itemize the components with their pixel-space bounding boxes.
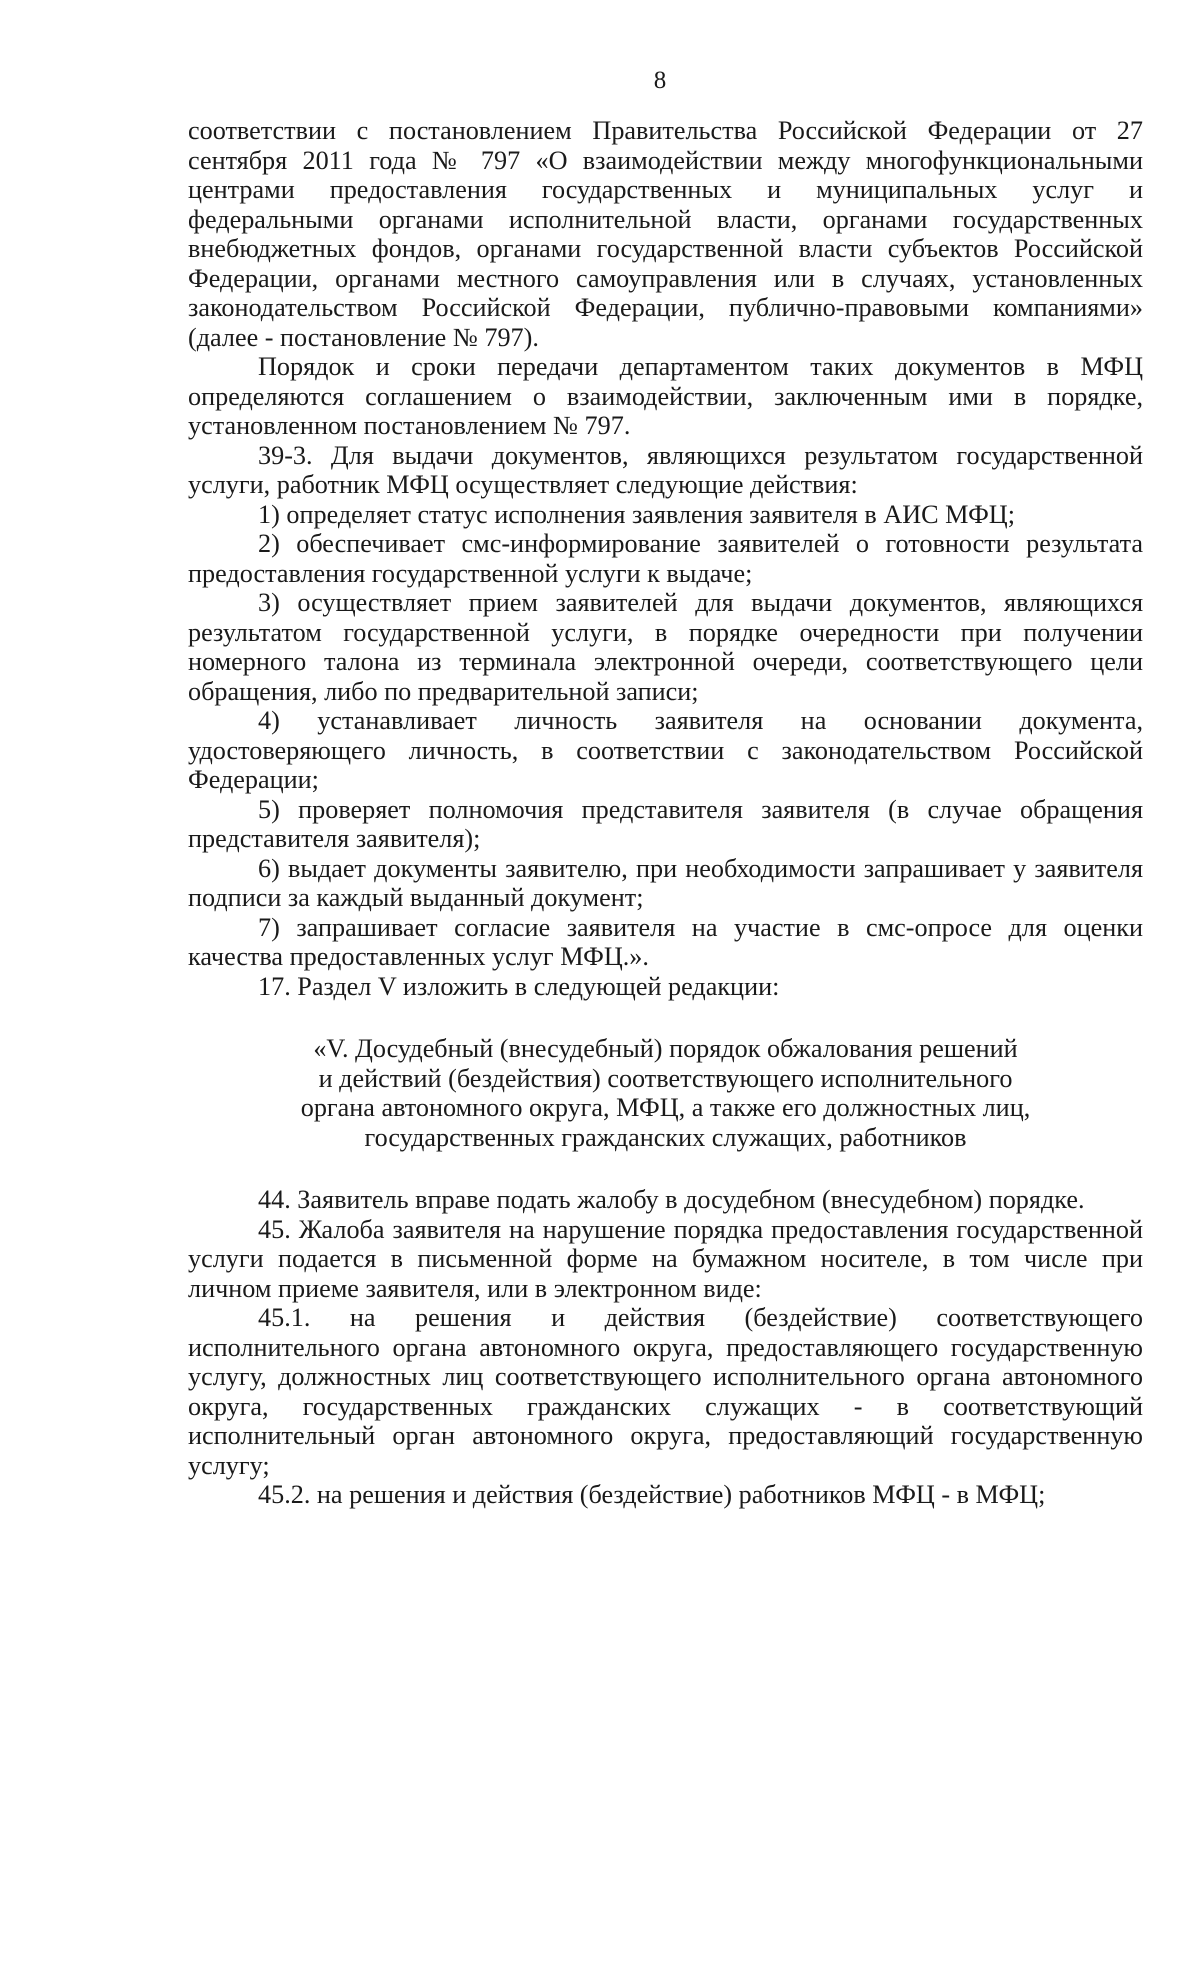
list-item-7: 7) запрашивает согласие заявителя на участие в смс-опросе для оценки качества предоставленных услуг МФЦ.». — [188, 912, 1143, 971]
page-number: 8 — [653, 67, 667, 94]
list-item-1: 1) определяет статус исполнения заявления заявителя в АИС МФЦ; — [258, 499, 1015, 529]
paragraph-transfer-procedure: Порядок и сроки передачи департаментом таких документов в МФЦ определяются соглашением о взаимодействии, заключенным ими в порядке, установленном постановлением № 797. — [188, 352, 1143, 440]
list-item-2: 2) обеспечивает смс-информирование заявителей о готовности результата предоставления государственной услуги к выдаче; — [188, 529, 1143, 588]
list-item-4: 4) устанавливает личность заявителя на основании документа, удостоверяющего личность, в соответствии с законодательством Российской Федерации; — [188, 706, 1143, 794]
paragraph-continuation: соответствии с постановлением Правительства Российской Федерации от 27 сентября 2011 года № 797 «О взаимодействии между многофункциональными центрами предоставления государственных и муниципальных услуг и федеральными органами исполнительной власти, органами государственных внебюджетных фондов, органами государственной власти субъектов Российской Федерации, органами местного самоуправления или в случаях, установленных законодательством Российской Федерации, публично-правовыми компаниями» (далее - постановление № 797). — [188, 116, 1143, 352]
paragraph-45: 45. Жалоба заявителя на нарушение порядка предоставления государственной услуги подается в письменной форме на бумажном носителе, в том числе при личном приеме заявителя, или в электронном виде: — [188, 1214, 1143, 1303]
paragraph-45-1: 45.1. на решения и действия (бездействие) соответствующего исполнительного органа автономного округа, предоставляющего государственную услугу, должностных лиц соответствующего исполнительного органа автономного округа, государственных гражданских служащих - в соответствующий исполнительный орган автономного округа, предоставляющий государственную услугу; — [188, 1303, 1143, 1480]
paragraph-44: 44. Заявитель вправе подать жалобу в досудебном (внесудебном) порядке. — [258, 1185, 1085, 1214]
heading-line: и действий (бездействия) соответствующего исполнительного — [318, 1063, 1013, 1093]
heading-line: «V. Досудебный (внесудебный) порядок обжалования решений — [313, 1034, 1018, 1063]
paragraph-45-2: 45.2. на решения и действия (бездействие) работников МФЦ - в МФЦ; — [258, 1480, 1046, 1509]
heading-line: государственных гражданских служащих, работников — [364, 1122, 967, 1152]
heading-line: органа автономного округа, МФЦ, а также его должностных лиц, — [300, 1093, 1031, 1122]
section-v-heading — [188, 1034, 1143, 1152]
list-item-6: 6) выдает документы заявителю, при необходимости запрашивает у заявителя подписи за каждый выданный документ; — [188, 853, 1143, 912]
document-body — [188, 116, 1143, 1510]
paragraph-17: 17. Раздел V изложить в следующей редакции: — [258, 971, 780, 1001]
list-item-3: 3) осуществляет прием заявителей для выдачи документов, являющихся результатом государственной услуги, в порядке очередности при получении номерного талона из терминала электронной очереди, соответствующего цели обращения, либо по предварительной записи; — [188, 588, 1143, 706]
list-item-5: 5) проверяет полномочия представителя заявителя (в случае обращения представителя заявителя); — [188, 794, 1143, 853]
paragraph-39-3: 39-3. Для выдачи документов, являющихся результатом государственной услуги, работник МФЦ осуществляет следующие действия: — [188, 440, 1143, 499]
